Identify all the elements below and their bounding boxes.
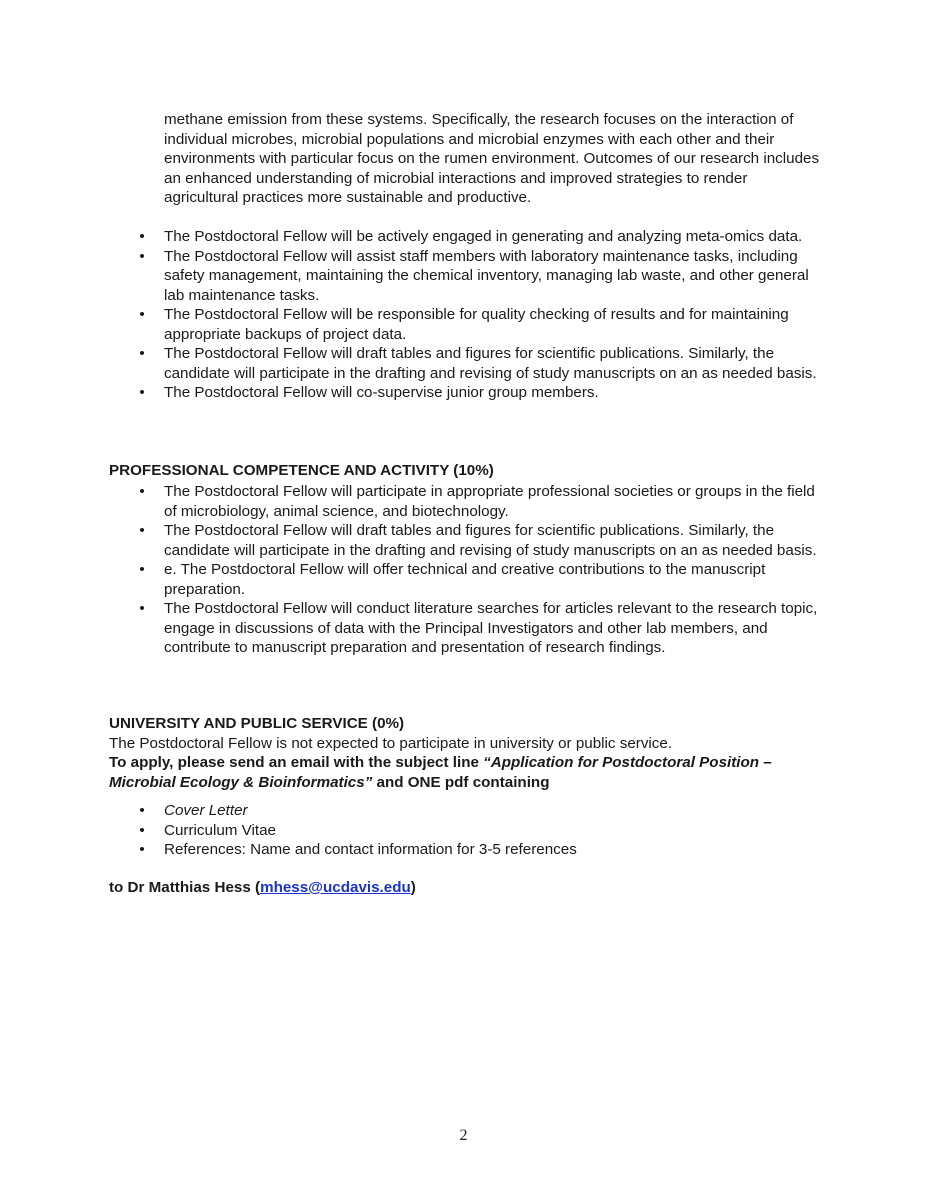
bullet-icon: • <box>139 247 145 265</box>
continued-paragraph: methane emission from these systems. Specifically, the research focuses on the interaction of individual microbes, microbial populations and microbial enzymes with each other and their environments with particular focus on the rumen environment. Outcomes of our research includes an enhanced understanding of microbial interactions and improved strategies to render agricultural practices more sustainable and productive. <box>164 111 820 206</box>
bullet-icon: • <box>139 600 145 617</box>
list-item: • Curriculum Vitae <box>0 821 824 841</box>
bullet-icon: • <box>139 306 145 323</box>
list-item: • The Postdoctoral Fellow will be actively engaged in generating and analyzing meta-omics data. <box>0 227 824 247</box>
bullet-icon: • <box>139 561 145 578</box>
bullet-icon: • <box>139 483 145 500</box>
research-bullet-list <box>0 227 927 403</box>
bullet-icon: • <box>139 821 145 839</box>
professional-bullet-list <box>0 482 927 658</box>
email-link[interactable]: mhess@ucdavis.edu <box>260 879 411 896</box>
list-item: • The Postdoctoral Fellow will assist staff members with laboratory maintenance tasks, including safety management, maintaining the chemical inventory, managing lab waste, and other general lab maintenance tasks. <box>0 247 824 306</box>
list-item: • The Postdoctoral Fellow will participate in appropriate professional societies or groups in the field of microbiology, animal science, and biotechnology. <box>0 482 824 521</box>
list-item: • e. The Postdoctoral Fellow will offer technical and creative contributions to the manuscript preparation. <box>0 560 824 599</box>
email-subject-line: “Application for Postdoctoral Position – Microbial Ecology & Bioinformatics” <box>109 754 772 791</box>
bullet-icon: • <box>139 841 145 858</box>
section-heading-service: UNIVERSITY AND PUBLIC SERVICE (0%) <box>109 715 405 732</box>
documents-list <box>0 801 927 860</box>
bullet-icon: • <box>139 802 145 819</box>
service-text: The Postdoctoral Fellow is not expected to participate in university or public service. <box>109 735 673 752</box>
bullet-icon: • <box>139 345 145 362</box>
list-item: • The Postdoctoral Fellow will conduct literature searches for articles relevant to the research topic, engage in discussions of data with the Principal Investigators and other lab members, and contribute to manuscript preparation and presentation of research findings. <box>0 599 824 658</box>
page-number: 2 <box>459 1127 468 1144</box>
list-item: • Cover Letter <box>0 801 824 821</box>
apply-instructions: To apply, please send an email with the subject line “Application for Postdoctoral Position – Microbial Ecology & Bioinformatics” and ONE pdf containing <box>109 754 772 791</box>
bullet-icon: • <box>139 228 145 245</box>
bullet-icon: • <box>139 384 145 401</box>
list-item: • The Postdoctoral Fellow will be responsible for quality checking of results and for maintaining appropriate backups of project data. <box>0 305 824 344</box>
section-heading-professional: PROFESSIONAL COMPETENCE AND ACTIVITY (10%) <box>109 462 494 479</box>
bullet-icon: • <box>139 522 145 539</box>
list-item: • The Postdoctoral Fellow will draft tables and figures for scientific publications. Similarly, the candidate will participate in the drafting and revising of study manuscripts on an as needed basis. <box>0 521 824 560</box>
list-item: • The Postdoctoral Fellow will draft tables and figures for scientific publications. Similarly, the candidate will participate in the drafting and revising of study manuscripts on an as needed basis. <box>0 344 824 383</box>
list-item: • References: Name and contact information for 3-5 references <box>0 840 824 860</box>
list-item: • The Postdoctoral Fellow will co-supervise junior group members. <box>0 383 824 403</box>
contact-line: to Dr Matthias Hess (mhess@ucdavis.edu) <box>109 879 416 896</box>
